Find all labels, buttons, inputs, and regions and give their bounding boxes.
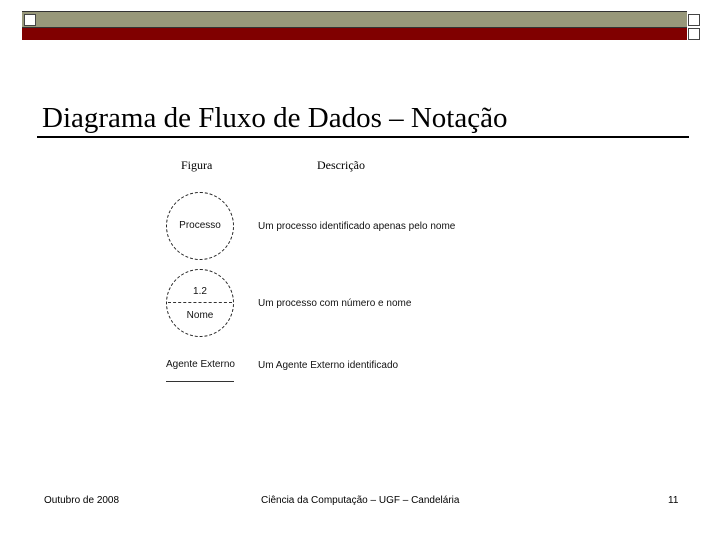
- header-band-maroon: [22, 28, 687, 40]
- header-square-left: [24, 14, 36, 26]
- slide-title: Diagrama de Fluxo de Dados – Notação: [42, 102, 508, 134]
- footer-center: Ciência da Computação – UGF – Candelária: [261, 495, 460, 506]
- row-2-description: Um processo com número e nome: [258, 298, 412, 309]
- header-band-olive: [22, 11, 687, 28]
- row-1-description: Um processo identificado apenas pelo nome: [258, 221, 456, 232]
- footer-page-number: 11: [668, 495, 679, 506]
- header-square-right-top: [688, 14, 700, 26]
- column-header-description: Descrição: [317, 158, 365, 172]
- process-circle-label: Processo: [179, 220, 221, 231]
- column-header-figure: Figura: [181, 158, 213, 172]
- numbered-process-label: Nome: [186, 310, 214, 321]
- external-agent-underline: [166, 381, 234, 382]
- header-square-right-bottom: [688, 28, 700, 40]
- footer-date: Outubro de 2008: [44, 495, 120, 506]
- row-3-description: Um Agente Externo identificado: [258, 360, 399, 371]
- process-number: 1.2: [193, 286, 207, 297]
- process-number-divider: [168, 302, 232, 304]
- external-agent-label: Agente Externo: [166, 359, 235, 370]
- title-underline: [37, 136, 689, 138]
